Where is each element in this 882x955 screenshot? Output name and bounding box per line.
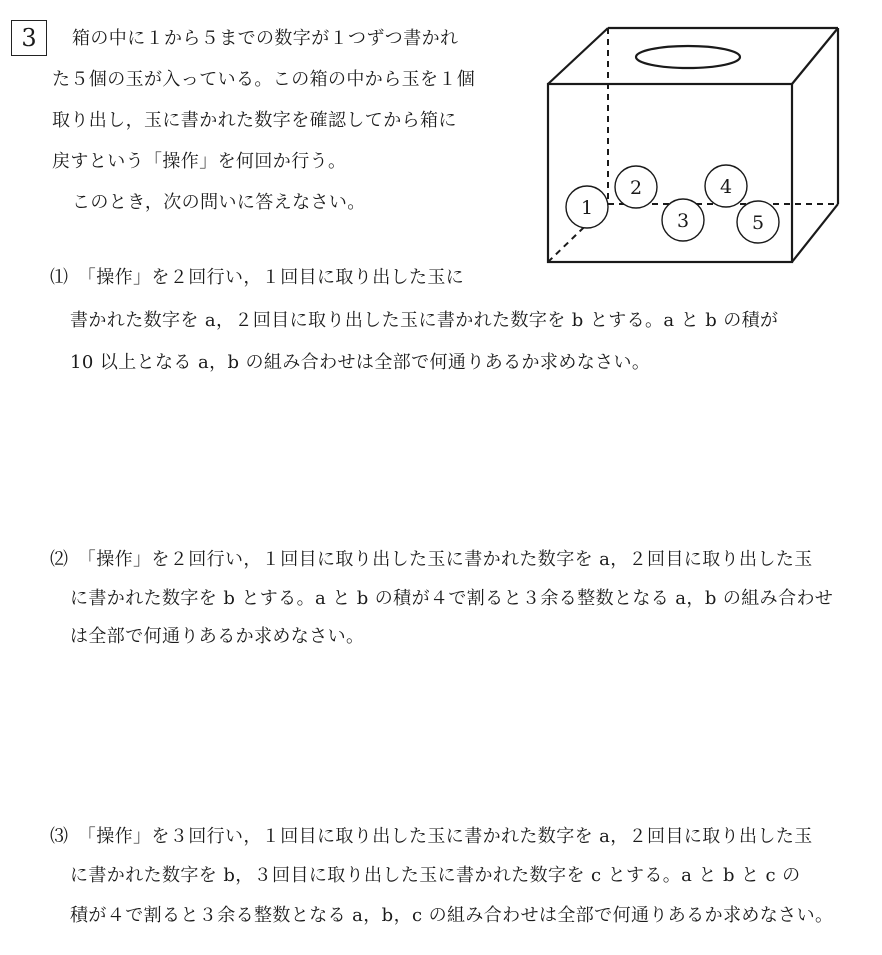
ball-5	[737, 201, 779, 243]
ball-1-label: 1	[580, 197, 594, 219]
ball-4-label: 4	[719, 176, 733, 198]
intro-line-3: 取り出し，玉に書かれた数字を確認してから箱に	[52, 110, 457, 131]
intro-line-1: 箱の中に１から５までの数字が１つずつ書かれ	[72, 28, 459, 49]
ball-2	[615, 166, 657, 208]
q2-line-1: ⑵ 「操作」を２回行い，１回目に取り出した玉に書かれた数字を a，２回目に取り出した玉	[50, 549, 813, 570]
ball-1	[566, 186, 608, 228]
q3-line-3: 積が４で割ると３余る整数となる a，b，c の組み合わせは全部で何通りあるか求めなさい。	[70, 905, 834, 926]
ball-5-label: 5	[751, 212, 765, 234]
q2-line-2: に書かれた数字を b とする。a と b の積が４で割ると３余る整数となる a，b の組み合わせ	[70, 588, 834, 609]
intro-line-2: た５個の玉が入っている。この箱の中から玉を１個	[52, 69, 476, 90]
intro-line-4: 戻すという「操作」を何回か行う。	[52, 151, 347, 172]
q1-line-1: ⑴ 「操作」を２回行い，１回目に取り出した玉に	[50, 267, 465, 288]
q2-line-3: は全部で何通りあるか求めなさい。	[70, 626, 365, 647]
ball-2-label: 2	[629, 177, 643, 199]
ball-3-label: 3	[676, 210, 690, 232]
ball-3	[662, 199, 704, 241]
prompt-line: このとき，次の問いに答えなさい。	[72, 192, 366, 213]
q3-line-1: ⑶ 「操作」を３回行い，１回目に取り出した玉に書かれた数字を a，２回目に取り出した玉	[50, 826, 813, 847]
q3-line-2: に書かれた数字を b，３回目に取り出した玉に書かれた数字を c とする。a と b と c の	[70, 865, 801, 886]
box-figure	[540, 22, 840, 267]
q1-line-3: 10 以上となる a，b の組み合わせは全部で何通りあるか求めなさい。	[70, 352, 651, 373]
ball-4	[705, 165, 747, 207]
problem-number: 3	[11, 20, 47, 56]
q1-line-2: 書かれた数字を a，２回目に取り出した玉に書かれた数字を b とする。a と b の積が	[70, 310, 779, 331]
